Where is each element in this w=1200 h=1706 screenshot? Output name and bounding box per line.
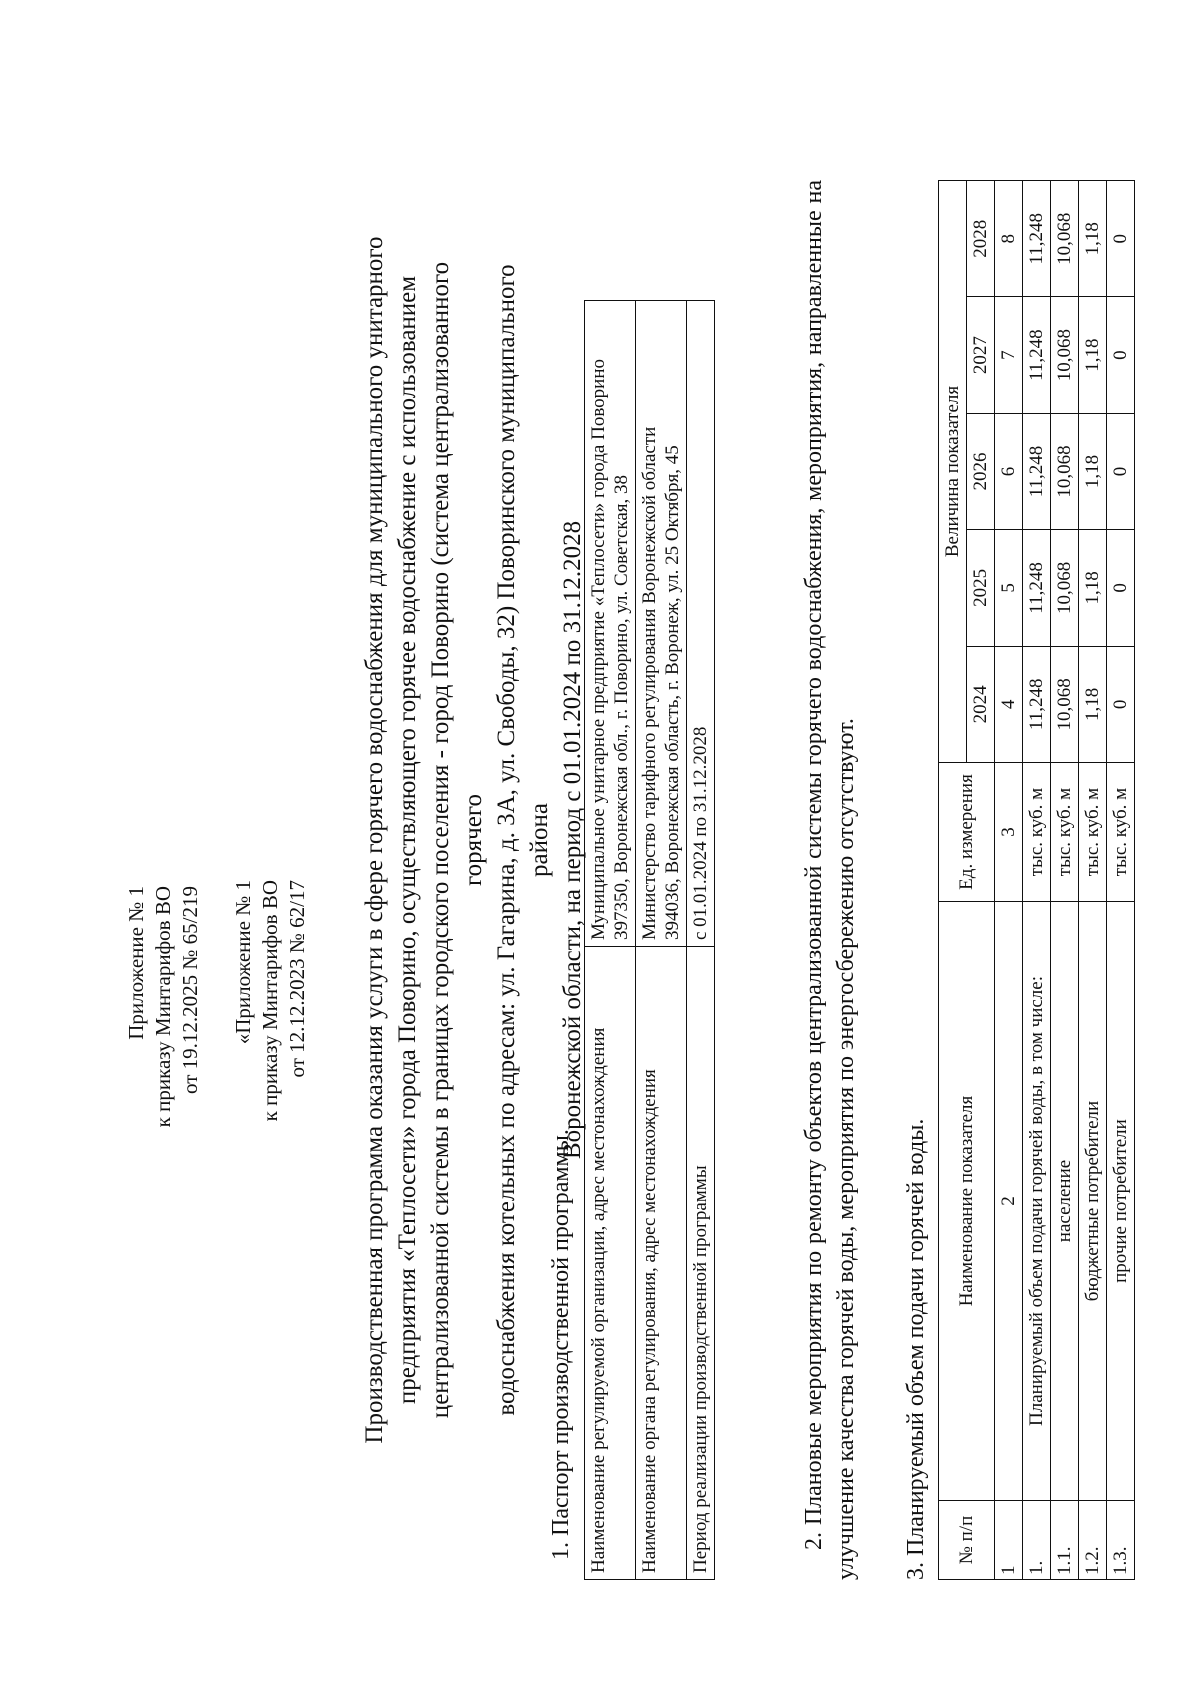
title-line: Воронежской области, на период с 01.01.2024 по 31.12.2028 (559, 520, 586, 1160)
column-header-unit: Ед. измерения (939, 763, 995, 902)
row-name: Планируемый объем подачи горячей воды, в том числе: (1023, 902, 1051, 1501)
table-row (1079, 181, 1107, 1580)
title-line: водоснабжения котельных по адресам: ул. Гагарина, д. 3А, ул. Свободы, 32) Поворинского муниципального района (493, 264, 553, 1416)
column-index: 3 (995, 763, 1023, 902)
row-value: 11,248 (1023, 530, 1051, 646)
column-index: 8 (995, 181, 1023, 297)
row-name: прочие потребители (1107, 902, 1135, 1501)
row-unit: тыс. куб. м (1023, 763, 1051, 902)
table-row (1107, 181, 1135, 1580)
row-value: 0 (1107, 181, 1135, 297)
passport-value (585, 301, 636, 947)
row-value: 11,248 (1023, 297, 1051, 413)
passport-value-line: 397350, Воронежская обл., г. Поворино, ул. Советская, 38 (611, 474, 632, 940)
appendix-order-ref: к приказу Минтарифов ВО (151, 886, 175, 1128)
passport-table (584, 300, 715, 1580)
row-value: 0 (1107, 646, 1135, 762)
column-header-name: Наименование показателя (939, 902, 995, 1501)
table-row (636, 301, 687, 1580)
column-index: 1 (995, 1501, 1023, 1580)
row-value: 10,068 (1051, 413, 1079, 529)
table-row (1051, 181, 1079, 1580)
passport-value (636, 301, 687, 947)
row-value: 0 (1107, 530, 1135, 646)
passport-label: Наименование регулируемой организации, адрес местонахождения (585, 947, 636, 1580)
passport-value-line: 394036, Воронежская область, г. Воронеж, ул. 25 Октября, 45 (662, 445, 683, 940)
row-number: 1.1. (1051, 1501, 1079, 1580)
passport-value-line: Министерство тарифного регулирования Воронежской области (639, 426, 660, 940)
column-header-year: 2025 (967, 530, 995, 646)
passport-value: с 01.01.2024 по 31.12.2028 (687, 301, 715, 947)
row-name: бюджетные потребители (1079, 902, 1107, 1501)
column-index: 2 (995, 902, 1023, 1501)
appendix-header-previous (230, 880, 311, 1440)
row-value: 1,18 (1079, 530, 1107, 646)
row-value: 11,248 (1023, 413, 1051, 529)
row-value: 1,18 (1079, 297, 1107, 413)
row-value: 10,068 (1051, 297, 1079, 413)
row-value: 1,18 (1079, 646, 1107, 762)
row-unit: тыс. куб. м (1051, 763, 1079, 902)
appendix-order-date: от 19.12.2025 № 65/219 (178, 886, 202, 1095)
column-index: 6 (995, 413, 1023, 529)
table-row (687, 301, 715, 1580)
column-index-row (995, 181, 1023, 1580)
column-header-year: 2026 (967, 413, 995, 529)
title-line: централизованной системы в границах городского поселения - город Поворино (система централизованного горячего (427, 261, 487, 1419)
appendix-order-date: от 12.12.2023 № 62/17 (285, 880, 309, 1078)
row-value: 1,18 (1079, 413, 1107, 529)
column-header-num: № п/п (939, 1501, 995, 1580)
row-value: 11,248 (1023, 646, 1051, 762)
appendix-number: «Приложение № 1 (231, 880, 255, 1045)
table-header-row (939, 181, 967, 1580)
appendix-order-ref: к приказу Минтарифов ВО (258, 880, 282, 1122)
table-row (585, 301, 636, 1580)
row-value: 0 (1107, 413, 1135, 529)
column-header-year: 2024 (967, 646, 995, 762)
row-number: 1.3. (1107, 1501, 1135, 1580)
row-name: население (1051, 902, 1079, 1501)
title-line: предприятия «Теплосети» города Поворино, осуществляющего горячее водоснабжение с использованием (394, 275, 421, 1405)
document-page (8, 50, 1158, 1690)
row-unit: тыс. куб. м (1107, 763, 1135, 902)
section-3-heading: 3. Планируемый объем подачи горячей воды. (903, 1118, 929, 1580)
row-value: 10,068 (1051, 646, 1079, 762)
column-index: 5 (995, 530, 1023, 646)
appendix-header-current (123, 886, 204, 1446)
row-value: 11,248 (1023, 181, 1051, 297)
passport-label: Период реализации производственной программы (687, 947, 715, 1580)
row-value: 10,068 (1051, 181, 1079, 297)
section-1-heading: 1. Паспорт производственной программы. (548, 1129, 574, 1560)
row-value: 0 (1107, 297, 1135, 413)
row-value: 1,18 (1079, 181, 1107, 297)
row-unit: тыс. куб. м (1079, 763, 1107, 902)
title-line: Производственная программа оказания услуги в сфере горячего водоснабжения для муниципального унитарного (361, 236, 388, 1444)
section-2-text: 2. Плановые мероприятия по ремонту объектов централизованной системы горячего водоснабжения, мероприятия, направленные на улучшение качества горячей воды, мероприятия по энергосбережению отсутствуют. (801, 180, 859, 1580)
volume-table (938, 180, 1135, 1580)
row-number: 1.2. (1079, 1501, 1107, 1580)
row-number: 1. (1023, 1501, 1051, 1580)
column-header-year: 2027 (967, 297, 995, 413)
table-row (1023, 181, 1051, 1580)
column-header-group: Величина показателя (939, 181, 967, 763)
appendix-number: Приложение № 1 (124, 886, 148, 1040)
column-header-year: 2028 (967, 181, 995, 297)
passport-label: Наименование органа регулирования, адрес местонахождения (636, 947, 687, 1580)
row-value: 10,068 (1051, 530, 1079, 646)
column-index: 4 (995, 646, 1023, 762)
column-index: 7 (995, 297, 1023, 413)
passport-value-line: Муниципальное унитарное предприятие «Теплосети» города Поворино (588, 358, 609, 940)
